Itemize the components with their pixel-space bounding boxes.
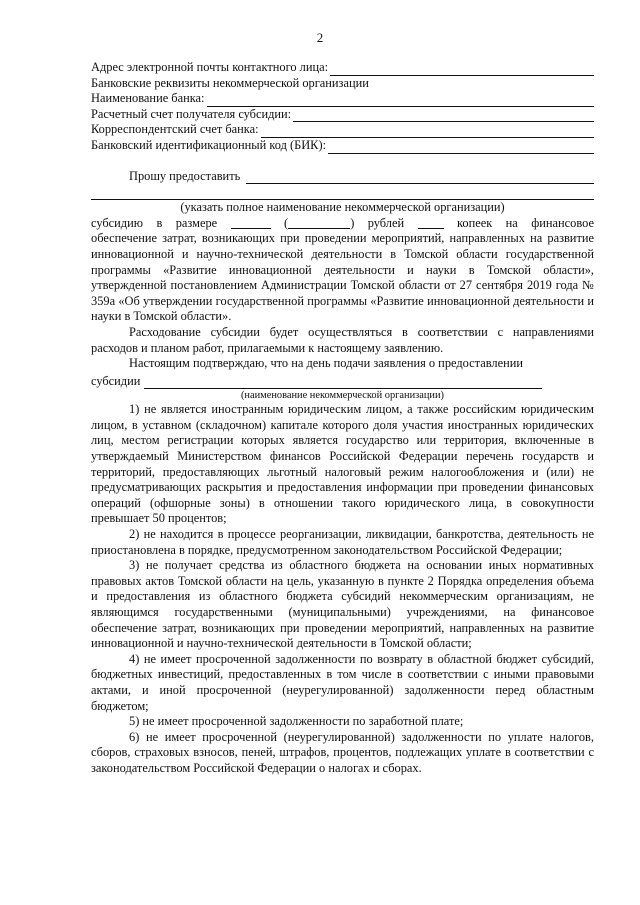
open-paren: ( [284, 215, 289, 230]
field-email-label: Адрес электронной почты контактного лица: [91, 60, 329, 74]
field-corr-account-line [261, 125, 594, 138]
in-amount: в размере [156, 215, 218, 230]
item-3: 3) не получает средства из областного бюджета на основании иных нормативных правовых актов Томской области на цель, указанную в пункте 2 Порядка определения объема и предоставления из областного бюджета субсидий некоммерческим организациям, не являющимся государственными (муниципальными) учреждениями, на финансовое обеспечение затрат, возникающих при проведении мероприятий, направленных на развитие инновационной и научно-технической деятельности в Томской области; [91, 558, 594, 651]
request-org-line [246, 171, 594, 184]
field-account-line [293, 109, 594, 122]
document-body [91, 60, 594, 777]
field-bank-details [91, 76, 594, 92]
request-line [91, 169, 594, 185]
field-account [91, 107, 594, 123]
field-bank-name-label: Наименование банка: [91, 91, 205, 106]
amount-blank [231, 217, 271, 229]
field-email [91, 60, 594, 76]
field-bank-name [91, 91, 594, 107]
field-email-line [330, 63, 594, 76]
confirm-org-line [144, 376, 542, 389]
request-org-line-2 [91, 187, 594, 200]
request-purpose: обеспечение затрат, возникающих при проведении мероприятий, направленных на развитие инновационной и научно-технической деятельности в Томской области государственной программы «Развитие инновационной деятельности и науки в Томской области», утвержденной постановлением Администрации Томской области от 27 сентября 2019 года № 359а «Об утверждении государственной программы «Развитие инновационной деятельности и науки в Томской области». [91, 231, 594, 324]
kopecks-label: копеек на финансовое [457, 215, 594, 230]
subsidy-word: субсидию [91, 215, 143, 230]
request-org-line-2-row [91, 184, 594, 200]
item-2: 2) не находится в процессе реорганизации, ликвидации, банкротства, деятельность не приостановлена в порядке, предусмотренном законодательством Российской Федерации; [91, 527, 594, 557]
confirm-subsidy-label: субсидии [91, 373, 141, 388]
request-amount-line [91, 216, 594, 232]
item-4: 4) не имеет просроченной задолженности по возврату в областной бюджет субсидий, бюджетных инвестиций, предоставленных в том числе в соответствии с иными правовыми актами, и иной просроченной (неурегулированной) задолженности перед областным бюджетом; [91, 651, 594, 713]
field-bik-label: Банковский идентификационный код (БИК): [91, 137, 327, 152]
rubles-label: ) рублей [350, 215, 405, 230]
field-corr-account-label: Корреспондентский счет банка: [91, 122, 259, 137]
item-1: 1) не является иностранным юридическим лицом, а также российским юридическим лицом, в уставном (складочном) капитале которого доля участия иностранных юридических лиц, местом регистрации которых является государство или территория, включенные в утверждаемый Министерством финансов Российской Федерации перечень государств и территорий, предоставляющих льготный налоговый режим налогообложения и (или) не предусматривающих раскрытия и предоставления информации при проведении финансовых операций (офшорные зоны) в отношении такого юридического лица, в совокупности превышает 50 процентов; [91, 402, 594, 526]
field-bik-line [328, 141, 594, 154]
field-account-label: Расчетный счет получателя субсидии: [91, 106, 292, 121]
kopecks-blank [418, 217, 444, 229]
field-corr-account [91, 122, 594, 138]
field-bik [91, 138, 594, 154]
request-label: Прошу предоставить [129, 168, 241, 183]
page-number: 2 [316, 30, 324, 45]
confirm-caption: (наименование некоммерческой организации) [240, 390, 445, 402]
field-bank-details-label: Банковские реквизиты некоммерческой организации [91, 75, 369, 90]
field-bank-name-line [207, 94, 595, 107]
item-5: 5) не имеет просроченной задолженности по заработной плате; [129, 714, 464, 729]
request-caption: (указать полное наименование некоммерческой организации) [180, 200, 505, 215]
confirm-line-1: Настоящим подтверждаю, что на день подачи заявления о предоставлении [129, 356, 523, 371]
confirm-line-2 [91, 374, 594, 390]
amount-words-blank [288, 217, 350, 229]
expenses-paragraph: Расходование субсидии будет осуществляться в соответствии с направлениями расходов и планом работ, прилагаемыми к настоящему заявлению. [91, 324, 594, 355]
item-6: 6) не имеет просроченной (неурегулированной) задолженности по уплате налогов, сборов, страховых взносов, пеней, штрафов, процентов, подлежащих уплате в соответствии с законодательством Российской Федерации о налогах и сборах. [91, 729, 594, 775]
